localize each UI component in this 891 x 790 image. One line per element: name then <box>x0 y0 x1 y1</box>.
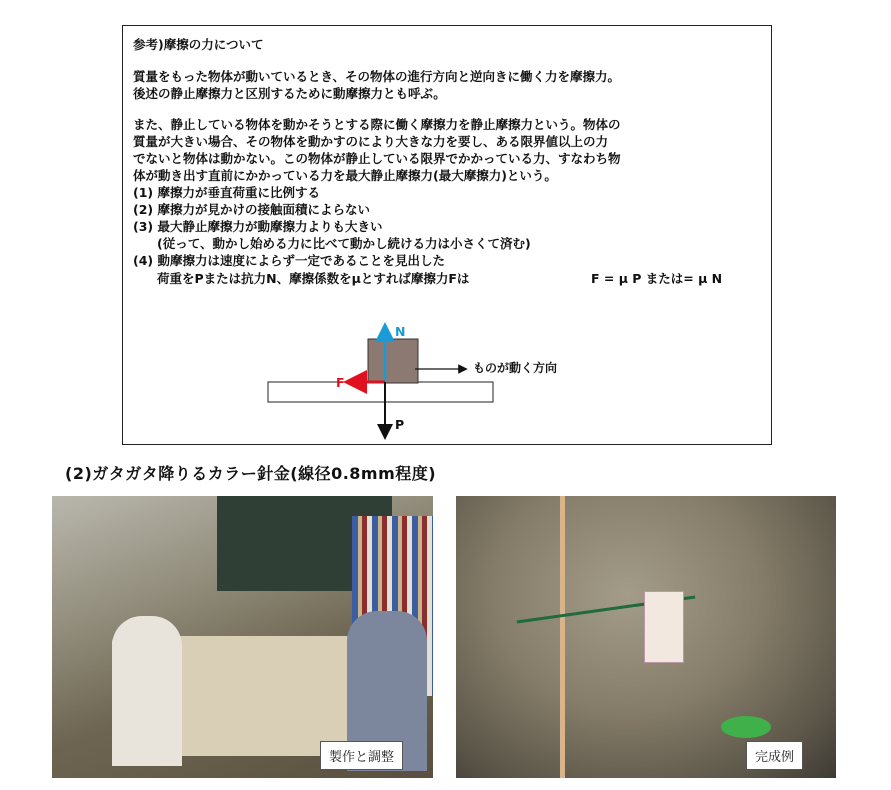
p-label: P <box>395 417 405 432</box>
f-label: F <box>336 375 345 390</box>
friction-diagram <box>123 26 771 444</box>
photo-label-2: 完成例 <box>746 741 803 770</box>
para1-line-2: 後述の静止摩擦力と区別するために動摩擦力とも呼ぶ。 <box>133 86 446 101</box>
finished-example-photo <box>456 496 836 778</box>
list-item-2: (2) 摩擦力が見かけの接触面積によらない <box>133 202 370 217</box>
photo-label-1: 製作と調整 <box>320 741 403 770</box>
para2-line-4: 体が動き出す直前にかかっている力を最大静止摩擦力(最大摩擦力)という。 <box>133 168 557 183</box>
para2-line-1: また、静止している物体を動かそうとする際に働く摩擦力を静止摩擦力という。物体の <box>133 117 621 132</box>
formula-text: 荷重をPまたは抗力N、摩擦係数をμとすれば摩擦力Fは <box>157 271 470 286</box>
para1-line-1: 質量をもった物体が動いているとき、その物体の進行方向と逆向きに働く力を摩擦力。 <box>133 69 621 84</box>
object-block <box>368 339 418 383</box>
list-item-3: (3) 最大静止摩擦力が動摩擦力よりも大きい <box>133 219 383 234</box>
person-left <box>112 616 182 766</box>
friction-reference-box <box>122 25 772 445</box>
floor-surface <box>268 382 493 402</box>
list-item-1: (1) 摩擦力が垂直荷重に比例する <box>133 185 320 200</box>
list-item-3-note: (従って、動かし始める力に比べて動かし続ける力は小さくて済む) <box>157 236 531 251</box>
box-heading: 参考)摩擦の力について <box>133 37 264 52</box>
list-item-4: (4) 動摩擦力は速度によらず一定であることを見出した <box>133 253 445 268</box>
vertical-rod <box>560 496 565 778</box>
workshop-photo <box>52 496 433 778</box>
para2-line-2: 質量が大きい場合、その物体を動かすのにより大きな力を要し、ある限界値以上の力 <box>133 134 609 149</box>
direction-label: ものが動く方向 <box>473 361 558 375</box>
figure-card <box>644 591 684 663</box>
green-blob <box>721 716 771 738</box>
section-caption: (2)ガタガタ降りるカラー針金(線径0.8mm程度) <box>65 464 437 483</box>
para2-line-3: でないと物体は動かない。この物体が静止している限界でかかっている力、すなわち物 <box>133 151 621 166</box>
formula: F = μ P または= μ N <box>591 271 723 286</box>
n-label: N <box>395 324 406 339</box>
